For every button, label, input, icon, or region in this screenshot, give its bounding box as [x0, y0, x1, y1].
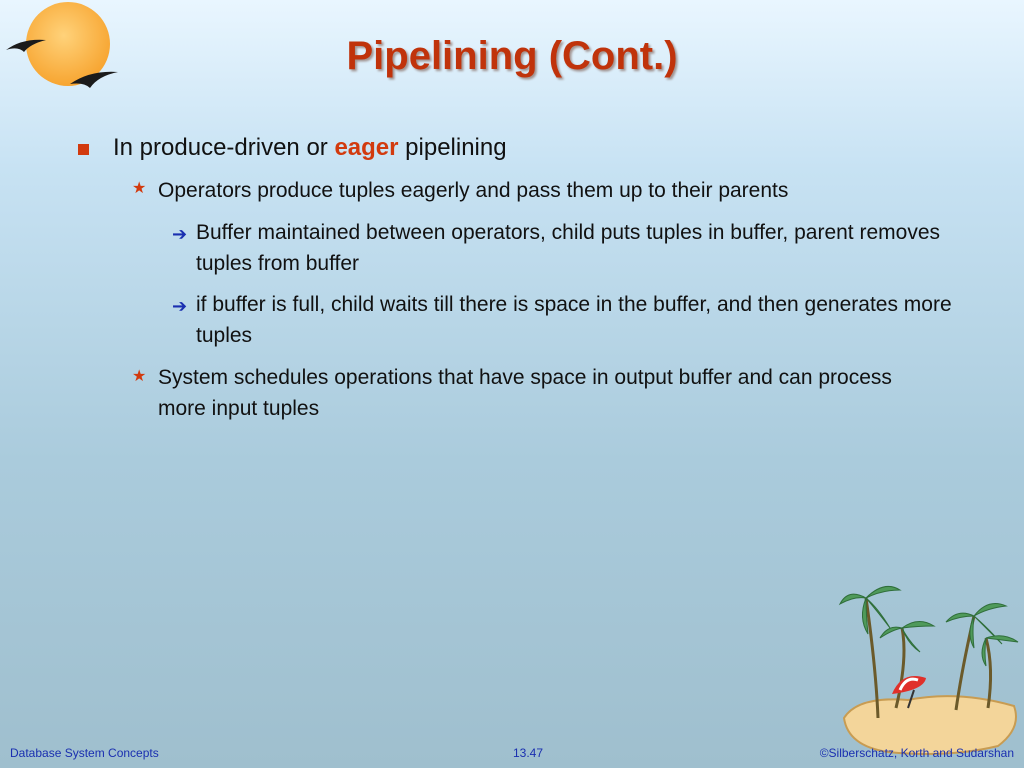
- footer-slide-number: 13.47: [512, 746, 544, 760]
- bullet-level3-buffer-maintained: Buffer maintained between operators, child puts tuples in buffer, parent removes tuples from buffer: [196, 221, 941, 275]
- slide-title: Pipelining (Cont.): [346, 34, 678, 78]
- footer-course-title: Database System Concepts: [10, 746, 159, 760]
- bullet-level2-operators: Operators produce tuples eagerly and pass them up to their parents: [158, 179, 789, 202]
- bullet-level1-prefix: In produce-driven or: [113, 134, 335, 161]
- eager-highlight: eager: [334, 134, 399, 161]
- footer-copyright: ©Silberschatz, Korth and Sudarshan: [819, 746, 1014, 760]
- bullet-level3-buffer-full: if buffer is full, child waits till there is space in the buffer, and then generates more tuples: [196, 293, 952, 347]
- bullet-level1-suffix: pipelining: [398, 134, 507, 161]
- palm-island-illustration: [838, 568, 1024, 760]
- bullet-level1: [113, 134, 933, 162]
- star-bullet-icon: ★: [132, 180, 147, 197]
- bullet-level2-system-schedules: System schedules operations that have space in output buffer and can process more input tuples: [158, 366, 892, 420]
- arrow-bullet-icon: ➔: [172, 224, 188, 244]
- star-bullet-icon: ★: [132, 368, 147, 385]
- arrow-bullet-icon: ➔: [172, 296, 188, 316]
- square-bullet-icon: [78, 144, 89, 155]
